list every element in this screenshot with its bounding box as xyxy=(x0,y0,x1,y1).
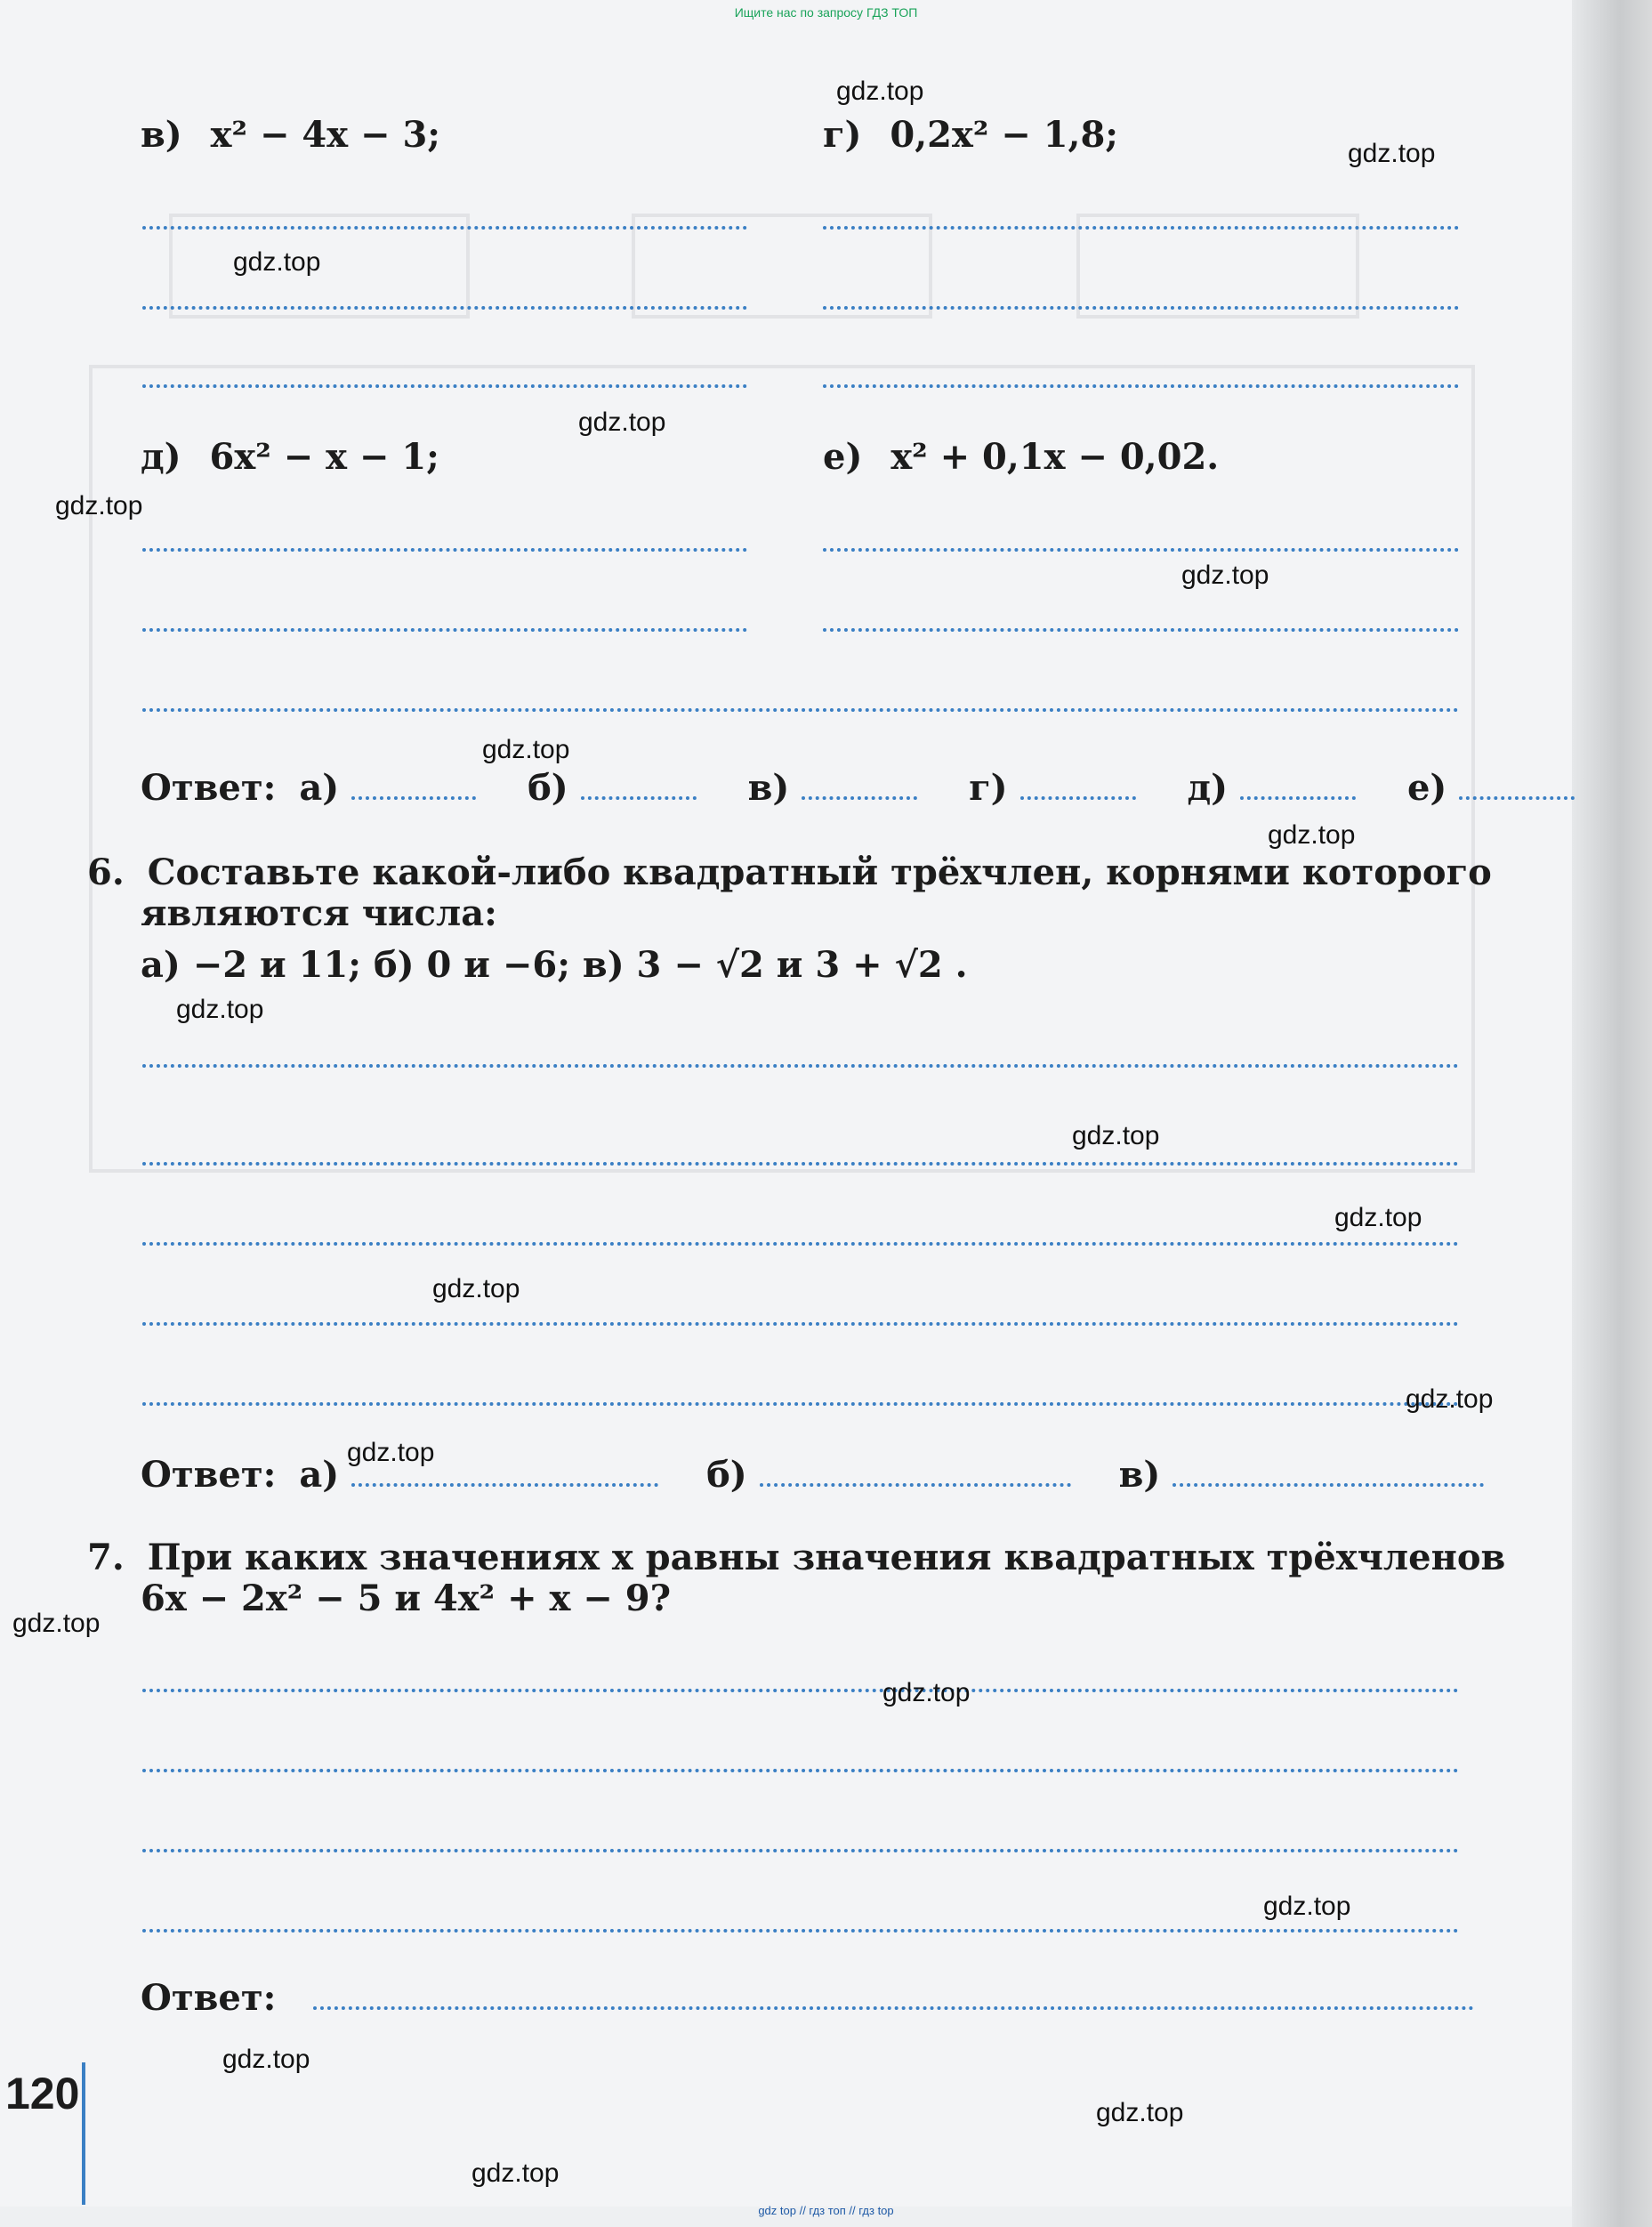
watermark: gdz.top xyxy=(1348,139,1436,168)
watermark: gdz.top xyxy=(882,1678,971,1707)
header-note: Ищите нас по запросу ГДЗ ТОП xyxy=(734,5,918,20)
task5-g-expr: 0,2x² − 1,8; xyxy=(890,114,1119,156)
watermark: gdz.top xyxy=(471,2158,560,2188)
answer-line[interactable] xyxy=(142,226,747,230)
task5-e xyxy=(823,436,1219,478)
answer-part-label: е) xyxy=(1406,767,1447,809)
watermark: gdz.top xyxy=(836,77,924,106)
watermark: gdz.top xyxy=(1263,1892,1351,1921)
task5-d-expr: 6x² − x − 1; xyxy=(209,436,439,478)
task6-answer-b[interactable] xyxy=(760,1456,1071,1487)
watermark: gdz.top xyxy=(1268,820,1356,850)
answer-line[interactable] xyxy=(142,1769,1459,1772)
task5-answer-d[interactable] xyxy=(1240,770,1356,800)
answer-part-label: б) xyxy=(706,1454,747,1496)
page-number: 120 xyxy=(5,2069,80,2118)
task7-answer[interactable] xyxy=(313,1980,1474,2010)
task7-answer-row xyxy=(141,1977,1474,2019)
watermark: gdz.top xyxy=(482,735,570,764)
answer-line[interactable] xyxy=(142,1402,1459,1406)
task5-d-label: д) xyxy=(141,436,181,478)
task6-number: 6. xyxy=(87,851,125,893)
task5-v-label: в) xyxy=(141,114,182,156)
task6-answer-v[interactable] xyxy=(1173,1456,1484,1487)
answer-part-label: в) xyxy=(747,767,790,809)
task5-answer-row xyxy=(141,767,1575,809)
answer-line[interactable] xyxy=(142,306,747,310)
task5-e-expr: x² + 0,1x − 0,02. xyxy=(890,436,1220,478)
answer-line[interactable] xyxy=(142,708,1459,712)
answer-line[interactable] xyxy=(142,1689,1459,1692)
answer-line[interactable] xyxy=(142,548,747,552)
task7-text-line1: При каких значениях x равны значения квадратных трёхчленов xyxy=(147,1537,1506,1578)
task5-v-expr: x² − 4x − 3; xyxy=(210,114,441,156)
task5-answer-label: Ответ: xyxy=(141,767,277,809)
task6-statement xyxy=(87,852,1492,893)
task6-text-line1: Составьте какой-либо квадратный трёхчлен, корнями которого xyxy=(147,851,1492,893)
watermark: gdz.top xyxy=(233,247,321,277)
answer-part-label: б) xyxy=(528,767,568,809)
task5-answer-g[interactable] xyxy=(1020,770,1136,800)
answer-part-label: а) xyxy=(299,767,340,809)
answer-line[interactable] xyxy=(142,1929,1459,1932)
answer-line[interactable] xyxy=(823,226,1459,230)
watermark: gdz.top xyxy=(55,491,143,520)
task6-options: а) −2 и 11; б) 0 и −6; в) 3 − √2 и 3 + √2 . xyxy=(141,944,968,986)
task5-answer-e[interactable] xyxy=(1459,770,1575,800)
answer-line[interactable] xyxy=(142,1849,1459,1852)
answer-line[interactable] xyxy=(142,384,747,388)
task5-e-label: е) xyxy=(823,436,863,478)
answer-part-label: а) xyxy=(299,1454,340,1496)
task5-g xyxy=(823,114,1118,156)
answer-line[interactable] xyxy=(823,628,1459,632)
page-number-box xyxy=(0,2062,85,2205)
watermark: gdz.top xyxy=(222,2045,310,2074)
watermark: gdz.top xyxy=(1181,561,1269,590)
task5-answer-v[interactable] xyxy=(802,770,917,800)
task5-g-label: г) xyxy=(823,114,862,156)
task5-answer-b[interactable] xyxy=(581,770,697,800)
answer-line[interactable] xyxy=(823,384,1459,388)
task6-text-line2: являются числа: xyxy=(141,892,497,934)
page-edge-shadow xyxy=(1572,0,1652,2227)
watermark: gdz.top xyxy=(347,1438,435,1467)
answer-line[interactable] xyxy=(142,1322,1459,1326)
task6-answer-row xyxy=(141,1454,1484,1496)
task7-answer-label: Ответ: xyxy=(141,1977,277,2019)
answer-line[interactable] xyxy=(142,628,747,632)
task7-text-line2: 6x − 2x² − 5 и 4x² + x − 9? xyxy=(141,1577,672,1619)
footer-note: gdz top // гдз топ // гдз top xyxy=(758,2204,894,2217)
answer-part-label: д) xyxy=(1187,767,1229,809)
watermark: gdz.top xyxy=(1334,1203,1422,1232)
task7-statement xyxy=(87,1537,1505,1578)
watermark: gdz.top xyxy=(1072,1121,1160,1150)
watermark: gdz.top xyxy=(12,1609,101,1638)
task7-number: 7. xyxy=(87,1537,125,1578)
answer-line[interactable] xyxy=(142,1064,1459,1068)
answer-line[interactable] xyxy=(823,548,1459,552)
answer-part-label: в) xyxy=(1118,1454,1161,1496)
answer-part-label: г) xyxy=(969,767,1008,809)
answer-line[interactable] xyxy=(823,306,1459,310)
task5-answer-a[interactable] xyxy=(351,770,476,800)
task5-v xyxy=(141,114,440,156)
task5-d xyxy=(141,436,439,478)
watermark: gdz.top xyxy=(432,1274,520,1303)
task6-answer-label: Ответ: xyxy=(141,1454,277,1496)
watermark: gdz.top xyxy=(1406,1384,1494,1414)
watermark: gdz.top xyxy=(578,407,666,437)
watermark: gdz.top xyxy=(1096,2098,1184,2127)
answer-line[interactable] xyxy=(142,1242,1459,1246)
answer-line[interactable] xyxy=(142,1162,1459,1166)
watermark: gdz.top xyxy=(176,995,264,1024)
